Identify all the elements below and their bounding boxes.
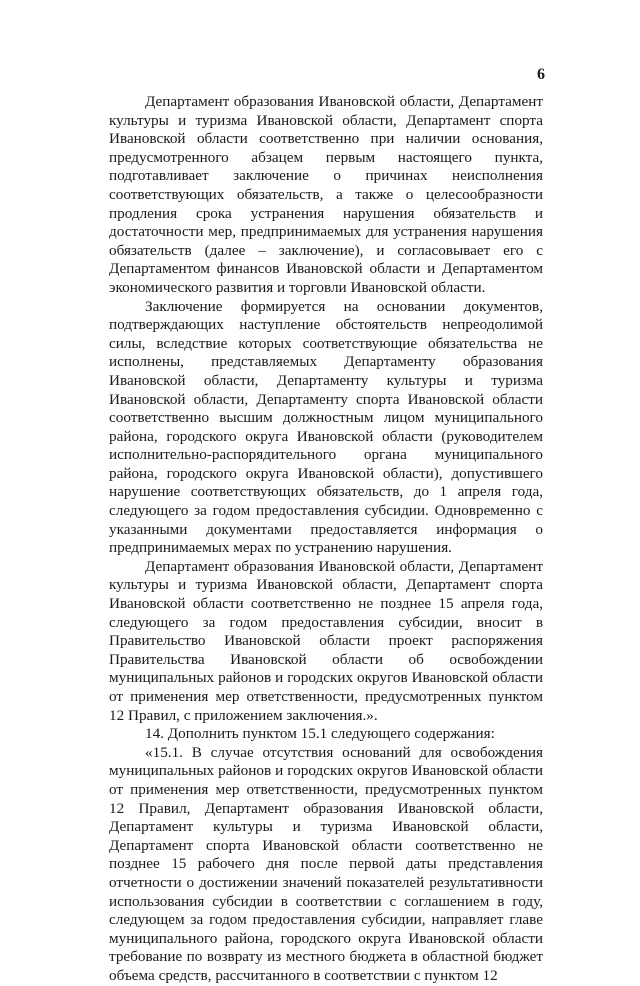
paragraph-draft-order: Департамент образования Ивановской области, Департамент культуры и туризма Ивановской области, Департамент спорта Ивановской области соответственно не позднее 15 апреля года, следующего за годом предоставления субсидии, вносит в Правительство Ивановской области проект распоряжения Правительства Ивановской области об освобождении муниципальных районов и городских округов Ивановской области от применения мер ответственности, предусмотренных пунктом 12 Правил, с приложением заключения.». bbox=[109, 557, 543, 724]
paragraph-item-14: 14. Дополнить пунктом 15.1 следующего содержания: bbox=[145, 725, 495, 743]
document-body bbox=[109, 93, 543, 986]
paragraph-conclusion-preparation: Департамент образования Ивановской области, Департамент культуры и туризма Ивановской области, Департамент спорта Ивановской области соответственно при наличии основания, предусмотренного абзацем первым настоящего пункта, подготавливает заключение о причинах неисполнения соответствующих обязательств, а также о целесообразности продления срока устранения нарушения обязательств и достаточности мер, предпринимаемых для устранения нарушения обязательств (далее – заключение), и согласовывает его с Департаментом финансов Ивановской области и Департаментом экономического развития и торговли Ивановской области. bbox=[109, 93, 543, 296]
paragraph-conclusion-basis: Заключение формируется на основании документов, подтверждающих наступление обстоятельств непреодолимой силы, вследствие которых соответствующие обязательства не исполнены, представляемых Департаменту образования Ивановской области, Департаменту культуры и туризма Ивановской области, Департаменту спорта Ивановской области соответственно высшим должностным лицом муниципального района, городского округа Ивановской области (руководителем исполнительно-распорядительного органа муниципального района, городского округа Ивановской области), допустившего нарушение соответствующих обязательств, до 1 апреля года, следующего за годом предоставления субсидии. Одновременно с указанными документами предоставляется информация о предпринимаемых мерах по устранению нарушения. bbox=[109, 297, 543, 557]
page-number: 6 bbox=[537, 66, 545, 83]
paragraph-item-15-1: «15.1. В случае отсутствия оснований для освобождения муниципальных районов и городских округов Ивановской области от применения мер ответственности, предусмотренных пунктом 12 Правил, Департамент образования Ивановской области, Департамент культуры и туризма Ивановской области, Департамент спорта Ивановской области соответственно не позднее 15 рабочего дня после первой даты представления отчетности о достижении значений показателей результативности использования субсидии в соответствии с соглашением в году, следующем за годом предоставления субсидии, направляет главе муниципального района, городского округа Ивановской области требование по возврату из местного бюджета в областной бюджет объема средств, рассчитанного в соответствии с пунктом 12 bbox=[109, 743, 543, 984]
